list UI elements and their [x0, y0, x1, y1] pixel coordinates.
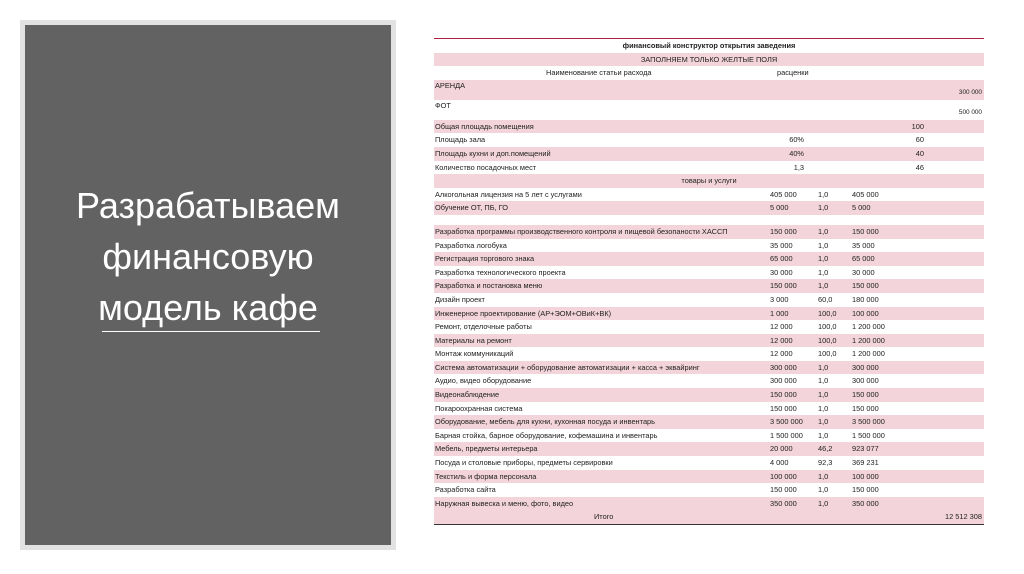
item-name: Наружная вывеска и меню, фото, видео [435, 498, 574, 508]
column-header-row [434, 66, 984, 80]
total-row [434, 510, 984, 524]
item-qty: 100,0 [818, 335, 837, 345]
item-price: 3 500 000 [770, 417, 803, 427]
items-group-a [434, 188, 984, 215]
table-row [434, 388, 984, 402]
table-row [434, 374, 984, 388]
item-total: 1 200 000 [852, 349, 885, 359]
item-name: Видеонаблюдение [435, 390, 500, 400]
goods-header-row [434, 174, 984, 188]
table-row [434, 483, 984, 497]
item-qty: 100,0 [818, 349, 837, 359]
item-total: 150 000 [852, 226, 879, 236]
table-row [434, 456, 984, 470]
item-total: 150 000 [852, 485, 879, 495]
item-total: 3 500 000 [852, 417, 885, 427]
sheet-header-row [434, 39, 984, 53]
item-total: 150 000 [852, 403, 879, 413]
title-panel [20, 20, 396, 550]
col-name-header: Наименование статьи расхода [546, 68, 652, 78]
rent-value: 300 000 [958, 88, 982, 96]
table-row [434, 470, 984, 484]
table-row [434, 201, 984, 215]
item-price: 150 000 [770, 226, 797, 236]
table-row [434, 429, 984, 443]
item-name: Разработка программы производственного контроля и пищевой безопаности ХАССП [435, 226, 728, 236]
slide-title [25, 180, 391, 333]
area-total-row [434, 120, 984, 134]
area-kitchen-value: 40 [915, 148, 924, 158]
area-kitchen-label: Площадь кухни и доп.помещений [435, 148, 551, 158]
item-price: 1 500 000 [770, 430, 803, 440]
item-price: 150 000 [770, 403, 797, 413]
rent-row [434, 80, 984, 100]
item-price: 30 000 [770, 267, 793, 277]
item-name: Дизайн проект [435, 294, 485, 304]
area-kitchen-row [434, 147, 984, 161]
table-row [434, 334, 984, 348]
item-qty: 1,0 [818, 240, 829, 250]
table-row [434, 252, 984, 266]
item-qty: 1,0 [818, 376, 829, 386]
item-name: Посуда и столовые приборы, предметы сервировки [435, 458, 613, 468]
item-name: Мебель, предметы интерьера [435, 444, 538, 454]
items-group-b [434, 225, 984, 510]
table-row [434, 188, 984, 202]
item-name: Аудио, видео оборудование [435, 376, 532, 386]
sheet-subheader-row [434, 53, 984, 67]
total-value: 12 512 308 [945, 512, 982, 522]
table-row [434, 307, 984, 321]
item-total: 150 000 [852, 281, 879, 291]
item-name: Инженерное проектирование (АР+ЭОМ+ОВиК+ВК) [435, 308, 612, 318]
item-price: 405 000 [770, 189, 797, 199]
table-row [434, 293, 984, 307]
item-price: 150 000 [770, 390, 797, 400]
fot-label: ФОТ [435, 100, 451, 110]
item-price: 12 000 [770, 335, 793, 345]
item-qty: 1,0 [818, 281, 829, 291]
item-total: 1 200 000 [852, 322, 885, 332]
item-qty: 1,0 [818, 498, 829, 508]
item-name: Регистрация торгового знака [435, 254, 535, 264]
item-total: 100 000 [852, 471, 879, 481]
table-row [434, 361, 984, 375]
item-name: Ремонт, отделочные работы [435, 322, 532, 332]
slide-title-line-1: Разрабатываем [76, 185, 340, 226]
item-price: 350 000 [770, 498, 797, 508]
item-name: Материалы на ремонт [435, 335, 512, 345]
item-name: Разработка технологического проекта [435, 267, 566, 277]
items-gap [434, 215, 984, 225]
item-price: 300 000 [770, 362, 797, 372]
item-qty: 100,0 [818, 308, 837, 318]
table-row [434, 266, 984, 280]
fot-value: 500 000 [958, 108, 982, 116]
sheet-header: финансовый конструктор открытия заведения [622, 41, 796, 50]
item-qty: 100,0 [818, 322, 837, 332]
table-row [434, 415, 984, 429]
title-divider [102, 331, 320, 332]
item-total: 5 000 [852, 203, 871, 213]
item-name: Разработка сайта [435, 485, 496, 495]
item-total: 65 000 [852, 254, 875, 264]
sheet-subheader: ЗАПОЛНЯЕМ ТОЛЬКО ЖЕЛТЫЕ ПОЛЯ [640, 54, 778, 64]
finance-sheet [434, 38, 984, 525]
slide-title-line-3: модель кафе [98, 287, 318, 328]
table-row [434, 497, 984, 511]
item-price: 20 000 [770, 444, 793, 454]
seats-label: Количество посадочных мест [435, 162, 537, 172]
item-total: 300 000 [852, 362, 879, 372]
item-total: 35 000 [852, 240, 875, 250]
item-qty: 1,0 [818, 485, 829, 495]
item-qty: 92,3 [818, 458, 833, 468]
slide-title-line-2: финансовую [102, 236, 314, 277]
item-qty: 1,0 [818, 403, 829, 413]
item-total: 1 200 000 [852, 335, 885, 345]
item-total: 300 000 [852, 376, 879, 386]
item-price: 12 000 [770, 322, 793, 332]
area-total-label: Общая площадь помещения [435, 121, 534, 131]
item-total: 923 077 [852, 444, 879, 454]
item-qty: 1,0 [818, 390, 829, 400]
table-row [434, 279, 984, 293]
item-price: 300 000 [770, 376, 797, 386]
item-name: Покароохранная система [435, 403, 523, 413]
title-panel-inner [25, 25, 391, 545]
sheet-bottom-line [434, 524, 984, 525]
item-name: Разработка логобука [435, 240, 507, 250]
item-price: 150 000 [770, 281, 797, 291]
table-row [434, 402, 984, 416]
item-total: 180 000 [852, 294, 879, 304]
item-price: 4 000 [770, 458, 789, 468]
table-row [434, 442, 984, 456]
item-qty: 1,0 [818, 203, 829, 213]
table-row [434, 347, 984, 361]
total-label: Итого [594, 512, 614, 522]
item-total: 30 000 [852, 267, 875, 277]
table-row [434, 320, 984, 334]
item-name: Система автоматизации + оборудование автоматизации + касса + эквайринг [435, 362, 700, 372]
area-hall-label: Площадь зала [435, 135, 486, 145]
item-qty: 46,2 [818, 444, 833, 454]
item-total: 369 231 [852, 458, 879, 468]
item-total: 150 000 [852, 390, 879, 400]
item-price: 150 000 [770, 485, 797, 495]
item-total: 1 500 000 [852, 430, 885, 440]
goods-header: товары и услуги [681, 176, 737, 186]
seats-row [434, 161, 984, 175]
item-price: 100 000 [770, 471, 797, 481]
area-total-value: 100 [911, 121, 924, 131]
item-price: 65 000 [770, 254, 793, 264]
item-total: 350 000 [852, 498, 879, 508]
item-qty: 60,0 [818, 294, 833, 304]
area-kitchen-pct: 40% [789, 148, 804, 158]
item-name: Текстиль и форма персонала [435, 471, 537, 481]
item-name: Обучение ОТ, ПБ, ГО [435, 203, 509, 213]
item-name: Монтаж коммуникаций [435, 349, 514, 359]
item-qty: 1,0 [818, 254, 829, 264]
item-qty: 1,0 [818, 267, 829, 277]
item-name: Алкогольная лицензия на 5 лет с услугами [435, 189, 582, 199]
item-name: Оборудование, мебель для кухни, кухонная посуда и инвентарь [435, 417, 656, 427]
item-qty: 1,0 [818, 189, 829, 199]
area-hall-value: 60 [915, 135, 924, 145]
item-name: Разработка и постановка меню [435, 281, 543, 291]
item-qty: 1,0 [818, 417, 829, 427]
item-qty: 1,0 [818, 362, 829, 372]
item-price: 5 000 [770, 203, 789, 213]
table-row [434, 239, 984, 253]
area-hall-row [434, 133, 984, 147]
item-price: 12 000 [770, 349, 793, 359]
seats-ratio: 1,3 [793, 162, 804, 172]
rent-label: АРЕНДА [435, 80, 466, 90]
item-qty: 1,0 [818, 430, 829, 440]
item-price: 1 000 [770, 308, 789, 318]
item-total: 405 000 [852, 189, 879, 199]
item-price: 3 000 [770, 294, 789, 304]
item-total: 100 000 [852, 308, 879, 318]
table-row [434, 225, 984, 239]
item-qty: 1,0 [818, 226, 829, 236]
item-name: Барная стойка, барное оборудование, кофемашина и инвентарь [435, 430, 658, 440]
fot-row [434, 100, 984, 120]
area-hall-pct: 60% [789, 135, 804, 145]
seats-value: 46 [915, 162, 924, 172]
item-qty: 1,0 [818, 471, 829, 481]
col-rates-header: расценки [777, 68, 809, 78]
item-price: 35 000 [770, 240, 793, 250]
